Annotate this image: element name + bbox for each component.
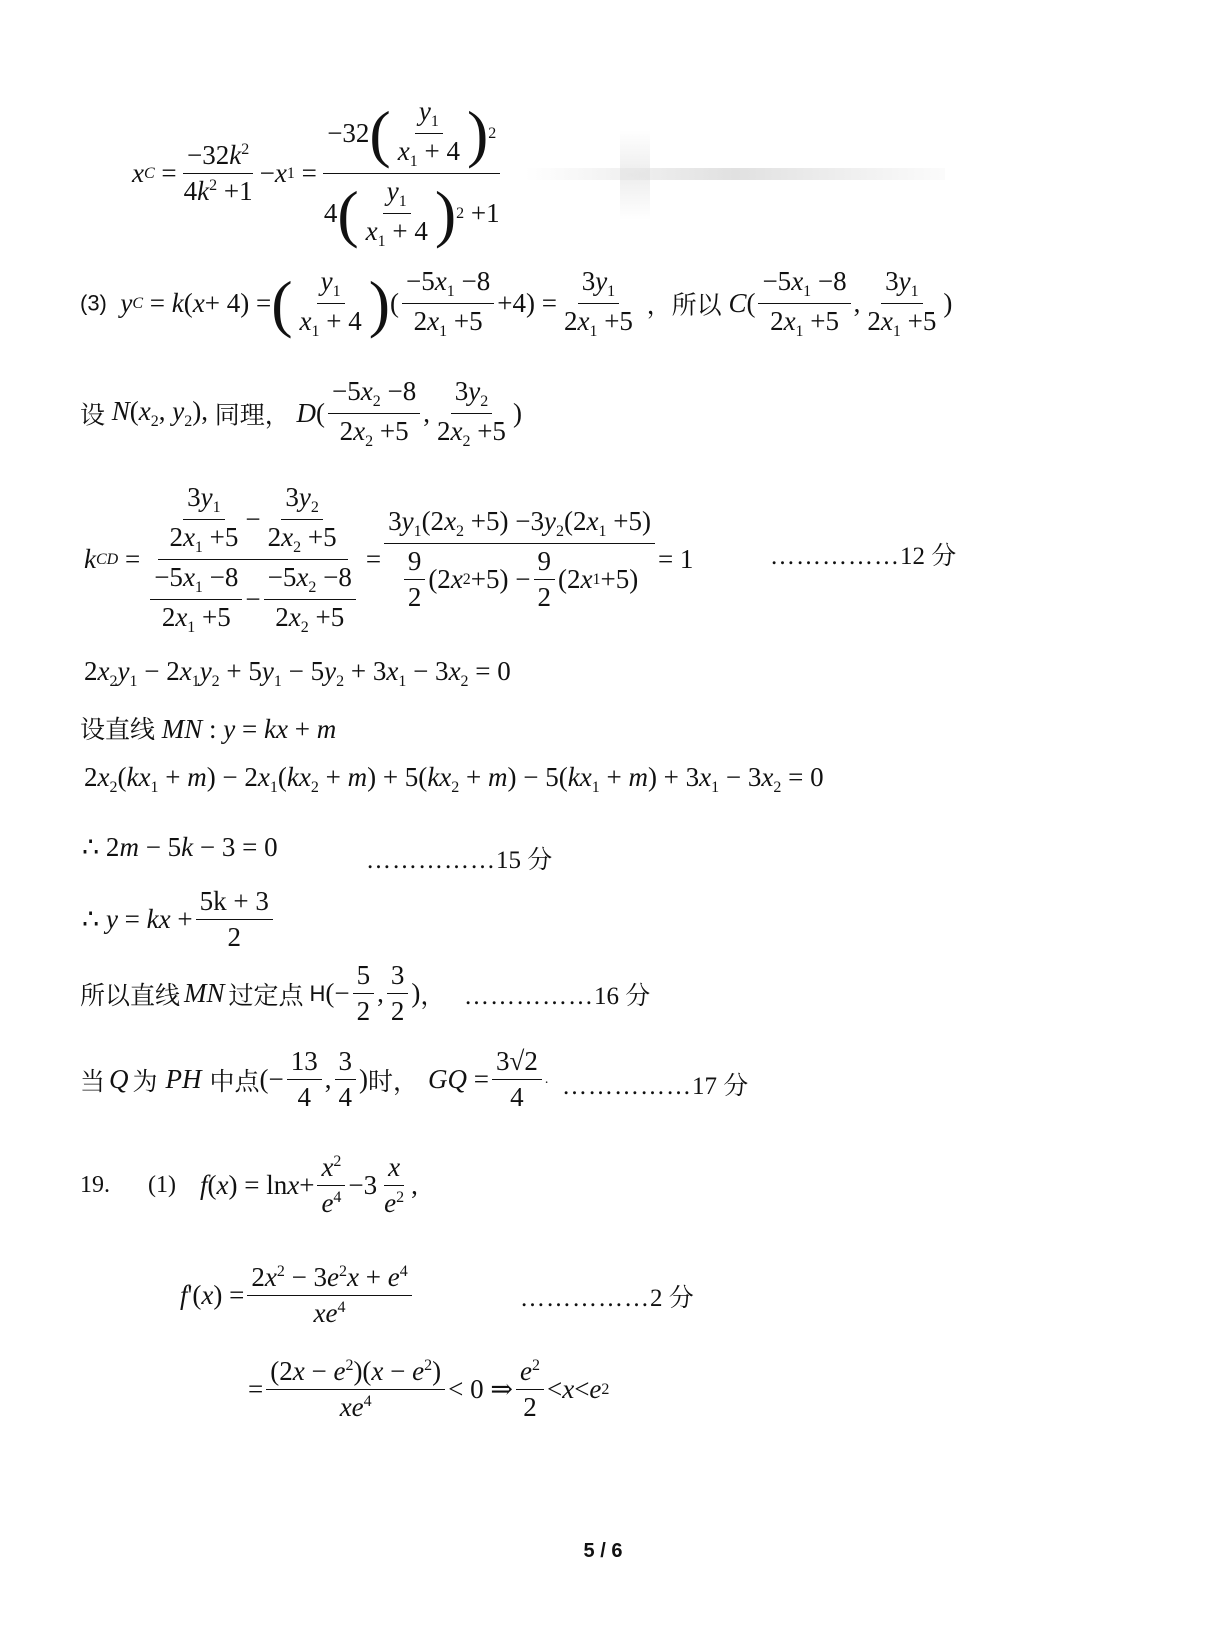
q-ph: PH xyxy=(165,1064,202,1094)
q-mid: 为 xyxy=(132,1066,158,1096)
problem-19-label: 19. xyxy=(80,1172,110,1198)
part3-label: (3) xyxy=(80,290,107,316)
kcd-formula: k CD = $\frac{3y_1}{2x_1 +5}$ − $\frac{3y_2}{2x_2 +5}$ $\frac{-5x_1 -8}{2x_1 +5}$ − $\frac{-5x_2 -8}{2x_2 +5}$ = $3y_1(2x_2 +5) -3y_2(2x_1 +5)$ $\frac{9}{2}$ (2 x 2 +5) − $\frac{9}{2}$ (2 x 1 +5) = 1 xyxy=(84,482,694,636)
fixed-point-prefix: 所以直线 xyxy=(80,980,181,1010)
eq2: $2x_2(kx_1 + m) - 2x_1(kx_2 + m) + 5(kx_2 + m) - 5(kx_1 + m) + 3x_1 - 3x_2 = 0$ xyxy=(84,762,824,796)
eq1: $2x_2y_1 - 2x_1y_2 + 5y_1 - 5y_2 + 3x_1 - 3x_2 = 0$ xyxy=(84,656,511,690)
line-mn: MN xyxy=(184,978,225,1008)
problem-19-inequality: = $\frac{(2x - e^2)(x - e^2)}{xe^4}$ < 0 ⇒ $\frac{e^2}{2}$ < x < e 2 xyxy=(248,1356,610,1422)
score-15: ……………15 分 xyxy=(366,847,553,874)
problem-19-fprime: f '( x ) = $\frac{2x^2 - 3e^2x + e^4}{xe^4}$ xyxy=(180,1262,415,1329)
eq4: ∴ y = kx + $\frac{5k + 3}{2}$ xyxy=(82,886,276,953)
score-12: ……………12 分 xyxy=(770,543,957,570)
problem-19-part: (1) xyxy=(148,1172,176,1198)
set-mn-prefix: 设直线 xyxy=(80,715,156,744)
problem-19-line: 19. (1) f ( x ) = ln x + $\frac{x^2}{e^4}$ −3 $\frac{x}{e^2}$ , xyxy=(80,1152,418,1218)
yc-suffix: ，所以 xyxy=(646,290,722,320)
scan-smudge xyxy=(525,168,945,180)
fixed-point-line: 所以直线 MN 过定点 H (− $\frac{5}{2}$ , $\frac{3}{2}$ ) ， xyxy=(80,960,446,1026)
eq3: ∴ 2m − 5k − 3 = 0 xyxy=(82,832,278,862)
score-2: ……………2 分 xyxy=(520,1285,694,1312)
score-17: ……………17 分 xyxy=(562,1073,749,1100)
set-n-prefix: 设 xyxy=(80,400,106,430)
q-mid2: 中点 xyxy=(209,1066,260,1096)
eq4-numerator: 5k + 3 xyxy=(196,886,273,920)
q-var: Q xyxy=(109,1064,129,1094)
xc-formula: x C = $\frac{-32k^2}{4k^2 +1}$ − x 1 = −32 ( $\frac{y_1}{x_1 + 4}$ ) 2 4 ( $\frac{y_1}{x_1 + 4}$ ) 2 +1 xyxy=(132,96,500,250)
part3-yc-line: (3) y C = k ( x + 4) = ( $\frac{y_1}{x_1 + 4}$ ) ( $\frac{-5x_1 -8}{2x_1 +5}$ +4) = $\frac{3y_1}{2x_1 +5}$ ，所以 C ( $\frac{-5x_1 -8}{2x_1 +5}$ , $\frac{3y_1}{2x_1 +5}$ ) xyxy=(80,266,953,340)
set-n-mid: 同理， xyxy=(214,400,290,430)
eq4-denominator: 2 xyxy=(227,922,241,952)
q-mid3: 时， xyxy=(368,1066,419,1096)
q-midpoint-line: 当 Q 为 PH 中点 (− $\frac{13}{4}$ , $\frac{3}{4}$ ) 时， GQ = $\frac{3√2}{4}$ . xyxy=(80,1046,549,1112)
score-16: ……………16 分 xyxy=(464,983,651,1010)
fixed-point-mid: 过定点 xyxy=(228,980,304,1010)
q-prefix: 当 xyxy=(80,1066,106,1096)
scan-smudge xyxy=(620,130,650,220)
set-mn-line: 设直线 MN : y = kx + m xyxy=(80,714,337,744)
page-number: 5 / 6 xyxy=(583,1540,623,1562)
set-n-line: 设 $N(x_2$, $y_2$), 同理， D ( $\frac{-5x_2 -8}{2x_2 +5}$ , $\frac{3y_2}{2x_2 +5}$ ) xyxy=(80,376,522,450)
